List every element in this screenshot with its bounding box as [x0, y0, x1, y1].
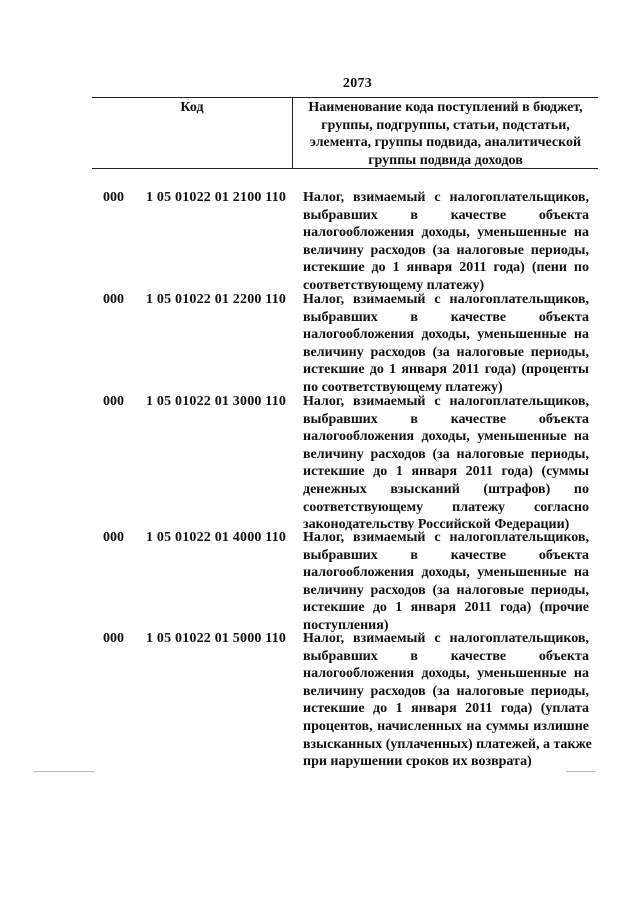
description-line: величину расходов (за налоговые периоды, [303, 582, 589, 598]
revenue-code: 1 05 01022 01 4000 110 [146, 530, 287, 545]
revenue-description [303, 393, 589, 534]
description-line: Налог, взимаемый с налогоплательщиков, [303, 394, 589, 409]
revenue-description [303, 291, 589, 397]
description-line: налогообложения доходы, уменьшенные на [303, 225, 589, 241]
description-line: по соответствующему платежу) [303, 379, 503, 395]
description-line: выбравших в качестве объекта [303, 411, 589, 427]
description-line: налогообложения доходы, уменьшенные на [303, 666, 589, 682]
header-name-line: группы, подгруппы, статьи, подстатьи, [321, 117, 570, 133]
scan-mark [34, 771, 94, 772]
description-line: величину расходов (за налоговые периоды, [303, 683, 589, 699]
description-line: законодательству Российской Федерации) [303, 517, 570, 533]
revenue-description [303, 630, 592, 771]
description-line: Налог, взимаемый с налогоплательщиков, [303, 631, 589, 646]
description-line: налогообложения доходы, уменьшенные на [303, 429, 589, 445]
description-line: денежных взысканий (штрафов) по [303, 481, 589, 497]
page-number: 2073 [342, 76, 373, 91]
admin-code: 000 [103, 530, 124, 545]
revenue-code: 1 05 01022 01 2100 110 [146, 190, 287, 205]
description-line: поступления) [303, 617, 389, 633]
description-line: Налог, взимаемый с налогоплательщиков, [303, 292, 589, 307]
description-line: величину расходов (за налоговые периоды, [303, 344, 589, 360]
description-line: Налог, взимаемый с налогоплательщиков, [303, 190, 589, 205]
revenue-code: 1 05 01022 01 5000 110 [146, 631, 287, 646]
description-line: налогообложения доходы, уменьшенные на [303, 327, 589, 343]
header-name-column [293, 98, 598, 168]
description-line: величину расходов (за налоговые периоды, [303, 242, 589, 258]
description-line: истекшие до 1 января 2011 года) (прочие [303, 600, 589, 616]
description-line: выбравших в качестве объекта [303, 648, 589, 664]
description-line: истекшие до 1 января 2011 года) (уплата [303, 701, 589, 717]
revenue-code: 1 05 01022 01 2200 110 [146, 292, 287, 307]
description-line: процентов, начисленных на суммы излишне [303, 718, 589, 734]
description-line: соответствующему платежу согласно [303, 499, 589, 515]
description-line: истекшие до 1 января 2011 года) (пени по [303, 260, 589, 276]
description-line: выбравших в качестве объекта [303, 207, 589, 223]
table-header [92, 97, 598, 169]
header-name-line: Наименование кода поступлений в бюджет, [308, 100, 583, 115]
header-name-line: элемента, группы подвида, аналитической [309, 135, 582, 150]
description-line: выбравших в качестве объекта [303, 309, 589, 325]
admin-code: 000 [103, 292, 124, 307]
description-line: истекшие до 1 января 2011 года) (суммы [303, 464, 589, 480]
description-line: взысканных (уплаченных) платежей, а также [303, 736, 592, 752]
revenue-description [303, 529, 589, 635]
description-line: налогообложения доходы, уменьшенные на [303, 565, 589, 581]
description-line: истекшие до 1 января 2011 года) (проценты [303, 362, 589, 378]
revenue-description [303, 189, 589, 295]
admin-code: 000 [103, 190, 124, 205]
admin-code: 000 [103, 394, 124, 409]
description-line: выбравших в качестве объекта [303, 547, 589, 563]
description-line: соответствующему платежу) [303, 277, 485, 293]
description-line: величину расходов (за налоговые периоды, [303, 446, 589, 462]
description-line: Налог, взимаемый с налогоплательщиков, [303, 530, 589, 545]
revenue-code: 1 05 01022 01 3000 110 [146, 394, 287, 409]
description-line: при нарушении сроков их возврата) [303, 754, 532, 770]
header-code-column: Код [92, 98, 293, 168]
admin-code: 000 [103, 631, 124, 646]
scan-mark [566, 771, 596, 772]
header-name-line: группы подвида доходов [368, 152, 523, 168]
